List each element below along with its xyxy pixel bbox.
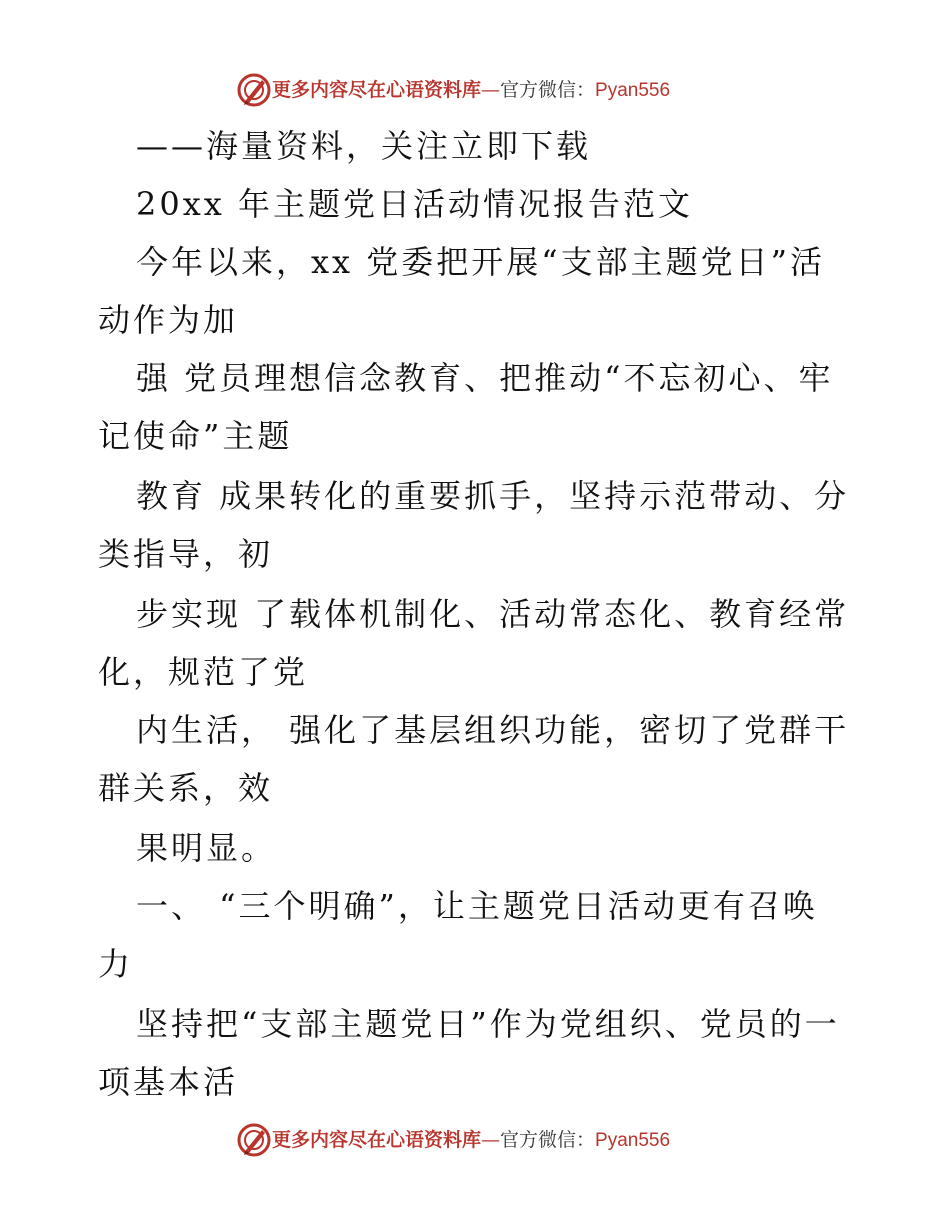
banner-label: 官方微信： [500,1129,596,1151]
body-line: 教育 成果转化的重要抓手，坚持示范带动、分 [136,477,850,515]
banner-wechat-id: Pyan556 [595,1130,671,1151]
body-line: 内生活， 强化了基层组织功能，密切了党群干 [136,711,850,749]
pen-logo-icon [236,72,272,108]
banner-label: 官方微信： [500,79,596,101]
section-heading: 一、 “三个明确”，让主题党日活动更有召唤 [136,887,818,925]
body-line: 力 [98,945,134,983]
banner-title: 更多内容尽在心语资料库 [272,1129,482,1151]
body-line: 项基本活 [98,1063,239,1101]
document-title: 20xx 年主题党日活动情况报告范文 [136,185,693,223]
header-banner [0,70,950,110]
pen-logo-icon [236,1122,272,1158]
body-line: 动作为加 [98,301,239,339]
banner-separator: — [481,79,501,101]
body-line: 果明显。 [136,829,277,867]
body-line: 强 党员理想信念教育、把推动“不忘初心、牢 [136,359,834,397]
body-line: 类指导，初 [98,535,274,573]
body-line: 群关系，效 [98,769,274,807]
body-line: 记使命”主题 [98,417,293,455]
body-line: 化，规范了党 [98,653,309,691]
banner-title: 更多内容尽在心语资料库 [272,79,482,101]
footer-banner [0,1120,950,1160]
footer-banner-text [272,1126,670,1154]
body-line: ——海量资料，关注立即下载 [136,127,592,165]
header-banner-text [272,76,670,104]
body-line: 坚持把“支部主题党日”作为党组织、党员的一 [136,1005,840,1043]
body-line: 步实现 了载体机制化、活动常态化、教育经常 [136,595,850,633]
body-line: 今年以来，xx 党委把开展“支部主题党日”活 [136,243,825,281]
banner-wechat-id: Pyan556 [595,80,671,101]
banner-separator: — [481,1129,501,1151]
